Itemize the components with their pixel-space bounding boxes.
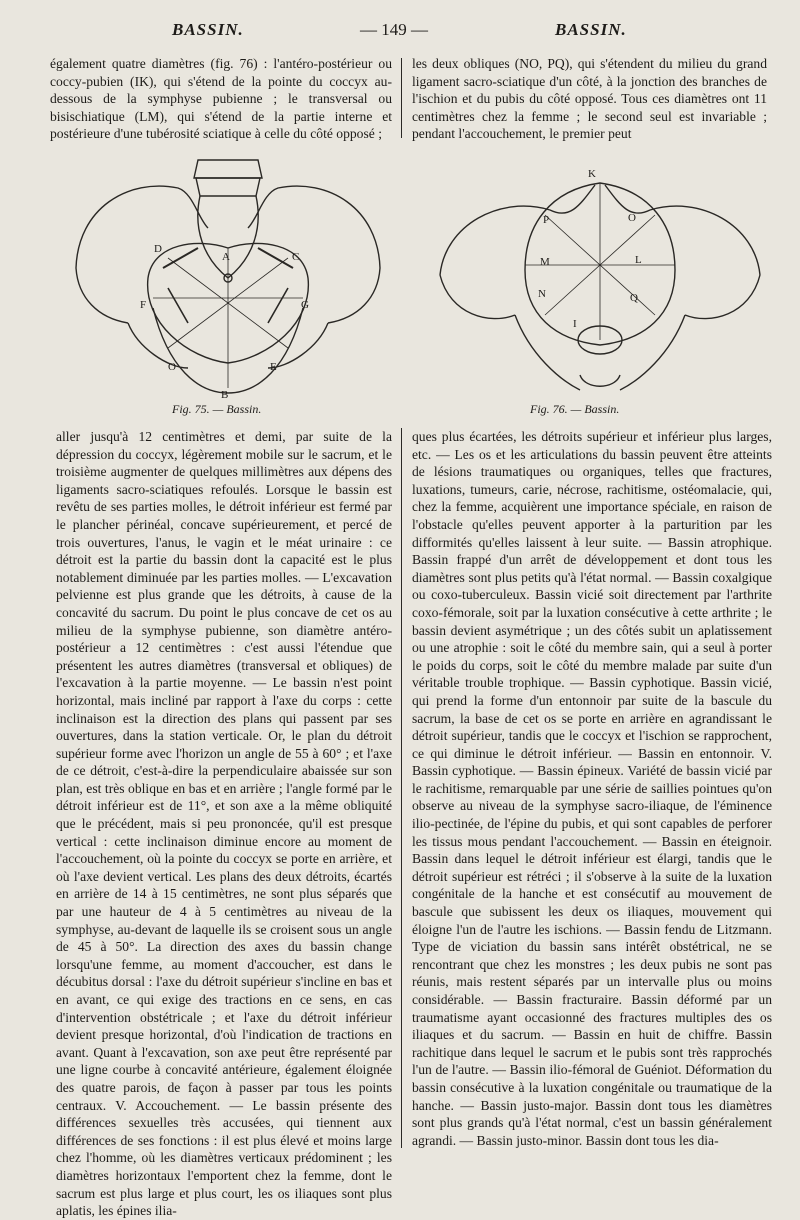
- bottom-left-column: [56, 428, 392, 1220]
- fig75-label-o: O: [168, 361, 176, 373]
- fig75-label-f: F: [140, 299, 147, 311]
- top-left-column: [50, 55, 392, 143]
- bottom-left-paragraph: aller jusqu'à 12 centimètres et demi, par suite de la dépression du coccyx, légèrement mobile sur le sacrum, et le troisième augmenter de quelques millimètres aux dépens des ligaments sacro-sciatiques refoulés. Lorsque le bassin est revêtu de ses parties molles, le détroit inférieur est fermé par le plancher périnéal, concave supérieurement, et percé de trois ouvertures, l'anus, le vagin et le méat urinaire : ce détroit est la partie du bassin dont la capacité est le plus notablement diminuée par les parties molles. — L'excavation pelvienne est plus grande que les détroits, à cause de la concavité du sacrum. Du point le plus concave de cet os au milieu de la symphyse pubienne, son diamètre antéro-postérieur a 12 centimètres : c'est aussi l'étendue que présentent les autres diamètres (transversal et obliques) de l'excavation à la partie moyenne. — Le bassin n'est point horizontal, mais incliné par rapport à l'axe du corps : cette inclinaison est la direction des plans qui passent par ses ouvertures, dans la station verticale. Or, le plan du détroit supérieur forme avec l'horizon un angle de 55 à 60° ; et l'axe de ce détroit, c'est-à-dire la perpendiculaire abaissée sur son plan, est très oblique en bas et en arrière ; l'angle formé par le détroit inférieur est de 11°, et son axe a la même obliquité que le précédent, mais si peu prononcée, qu'il est presque vertical : cette inclinaison diminue encore au moment de l'accouchement, où la pointe du coccyx se porte en arrière, et où l'axe devient vertical. Les plans des deux détroits, écartés en arrière de 14 à 15 centimètres, ne sont plus séparés que par une hauteur de 4 à 5 centimètres au niveau de la symphyse, au-devant de laquelle ils se croisent sous un angle de 45 à 50°. La direction des axes du bassin change lorsqu'une femme, au moment d'accoucher, est dans le décubitus dorsal : l'axe du détroit supérieur s'incline en bas et en avant, ce qui exige des tractions en ce sens, en cas d'intervention obstétricale ; et l'axe du détroit inférieur devient presque horizontal, d'où l'indication de tractions en avant. Quant à l'excavation, son axe peut être représenté par une ligne courbe à concavité antérieure, également éloignée des quatre parois, de façon à passer par tous les points centraux. V. Accouchement. — Le bassin présente des différences sexuelles très accusées, qui tiennent aux différences de ses fonctions : il est plus élevé et moins large chez l'homme, où les diamètres verticaux prédominent ; les diamètres horizontaux l'emportent chez la femme, dont le sacrum est plus large et plus court, les os iliaques sont plus aplatis, les épines ilia-: [56, 429, 392, 1219]
- fig75-label-b: B: [221, 389, 229, 400]
- figure-76-pelvis-inferior-view: [430, 165, 770, 397]
- top-left-paragraph: également quatre diamètres (fig. 76) : l'antéro-postérieur ou coccy-pubien (IK), qui s'étend de la pointe du coccyx au-dessous de la symphyse pubienne ; le transversal ou bisischiatique (LM), qui s'étend de la partie interne et postérieure d'une tubérosité sciatique à celle du côté opposé ;: [50, 56, 392, 142]
- bottom-right-column: [412, 428, 772, 1149]
- fig76-label-k: K: [588, 168, 596, 180]
- header-left-title: BASSIN.: [172, 20, 244, 39]
- fig76-label-l: L: [635, 254, 642, 266]
- figure-75-pelvis-front-view: [58, 148, 398, 400]
- fig75-label-g: G: [301, 299, 309, 311]
- figure-76-caption: Fig. 76. — Bassin.: [530, 402, 620, 416]
- fig75-label-e: E: [270, 361, 277, 373]
- fig76-label-n: N: [538, 288, 546, 300]
- column-rule-top: [401, 58, 402, 138]
- fig76-label-m: M: [540, 256, 550, 268]
- page-number: — 149 —: [360, 20, 428, 39]
- running-header: [0, 20, 800, 46]
- figure-75-caption: Fig. 75. — Bassin.: [172, 402, 262, 416]
- fig76-label-q: Q: [630, 292, 638, 304]
- fig75-label-c: C: [292, 251, 300, 263]
- fig76-label-p: P: [543, 214, 550, 226]
- fig76-label-i: I: [573, 318, 577, 330]
- bottom-right-paragraph: ques plus écartées, les détroits supérieur et inférieur plus larges, etc. — Les os et les articulations du bassin peuvent être atteints de lésions traumatiques ou organiques, telles que fractures, luxations, tumeurs, carie, nécrose, rachitisme, ostéomalacie, qui, chez la femme, acquièrent une importance spéciale, en raison de l'obstacle qu'elles peuvent apporter à la parturition par les difformités qu'elles laissent à leur suite. — Bassin atrophique. Bassin frappé d'un arrêt de développement et dont tous les diamètres sont plus petits qu'à l'état normal. — Bassin coxalgique ou coxo-tuberculeux. Bassin vicié soit directement par l'arthrite coxo-fémorale, soit par la luxation consécutive à cette arthrite ; le bassin devient asymétrique ; un des côtés subit un aplatissement ou une atrophie : soit le côté du membre sain, qui a seul à porter le poids du corps, soit le côté du membre malade par suite d'un véritable trouble trophique. — Bassin cyphotique. Bassin vicié, qui prend la forme d'un entonnoir par suite de la bascule du sacrum, la base de cet os se porte en arrière en agrandissant le détroit supérieur, tandis que le coccyx et l'ischion se rapprochent, ce qui diminue le détroit inférieur. — Bassin en entonnoir. V. Bassin cyphotique. — Bassin épineux. Variété de bassin vicié par le rachitisme, remarquable par une série de saillies pointues qu'on observe au niveau de la symphyse sacro-iliaque, de l'éminence ilio-pectinée, de l'épine du pubis, et qui sont capables de perforer les tissus mous pendant l'accouchement. — Bassin en éteignoir. Bassin dans lequel le détroit inférieur est élargi, tandis que le détroit supérieur est rétréci ; il s'observe à la suite de la luxation congénitale de la hanche et est consécutif au mouvement de bascule que subissent les deux os iliaques, mouvement qui éloigne l'un de l'autre les ischions. — Bassin fendu de Litzmann. Type de viciation du bassin sans intérêt obstétrical, ne se rencontrant que chez les monstres ; les deux pubis ne sont pas réunis, mais restent séparés par un intervalle plus ou moins considérable. — Bassin fracturaire. Bassin déformé par un traumatisme ayant occasionné des fractures multiples des os iliaques et du sacrum. — Bassin en huit de chiffre. Bassin rachitique dans lequel le sacrum et le pubis sont très rapprochés l'un de l'autre. — Bassin ilio-fémoral de Guéniot. Déformation du bassin consécutive à la luxation congénitale ou traumatique de la hanche. — Bassin justo-major. Bassin dont tous les diamètres sont plus grands qu'à l'état normal, c'est un bassin généralement agrandi. — Bassin justo-minor. Bassin dont tous les dia-: [412, 429, 772, 1148]
- top-right-column: [412, 55, 767, 143]
- top-right-paragraph: les deux obliques (NO, PQ), qui s'étendent du milieu du grand ligament sacro-sciatique d'un côté, à la jonction des branches de l'ischion et du pubis du côté opposé. Tous ces diamètres ont 11 centimètres chez la femme ; le second seul est invariable ; pendant l'accouchement, le premier peut: [412, 56, 767, 142]
- header-right-title: BASSIN.: [555, 20, 627, 39]
- fig75-label-a: A: [222, 251, 230, 263]
- fig76-label-o: O: [628, 212, 636, 224]
- fig75-label-d: D: [154, 243, 162, 255]
- column-rule-bottom: [401, 428, 402, 1148]
